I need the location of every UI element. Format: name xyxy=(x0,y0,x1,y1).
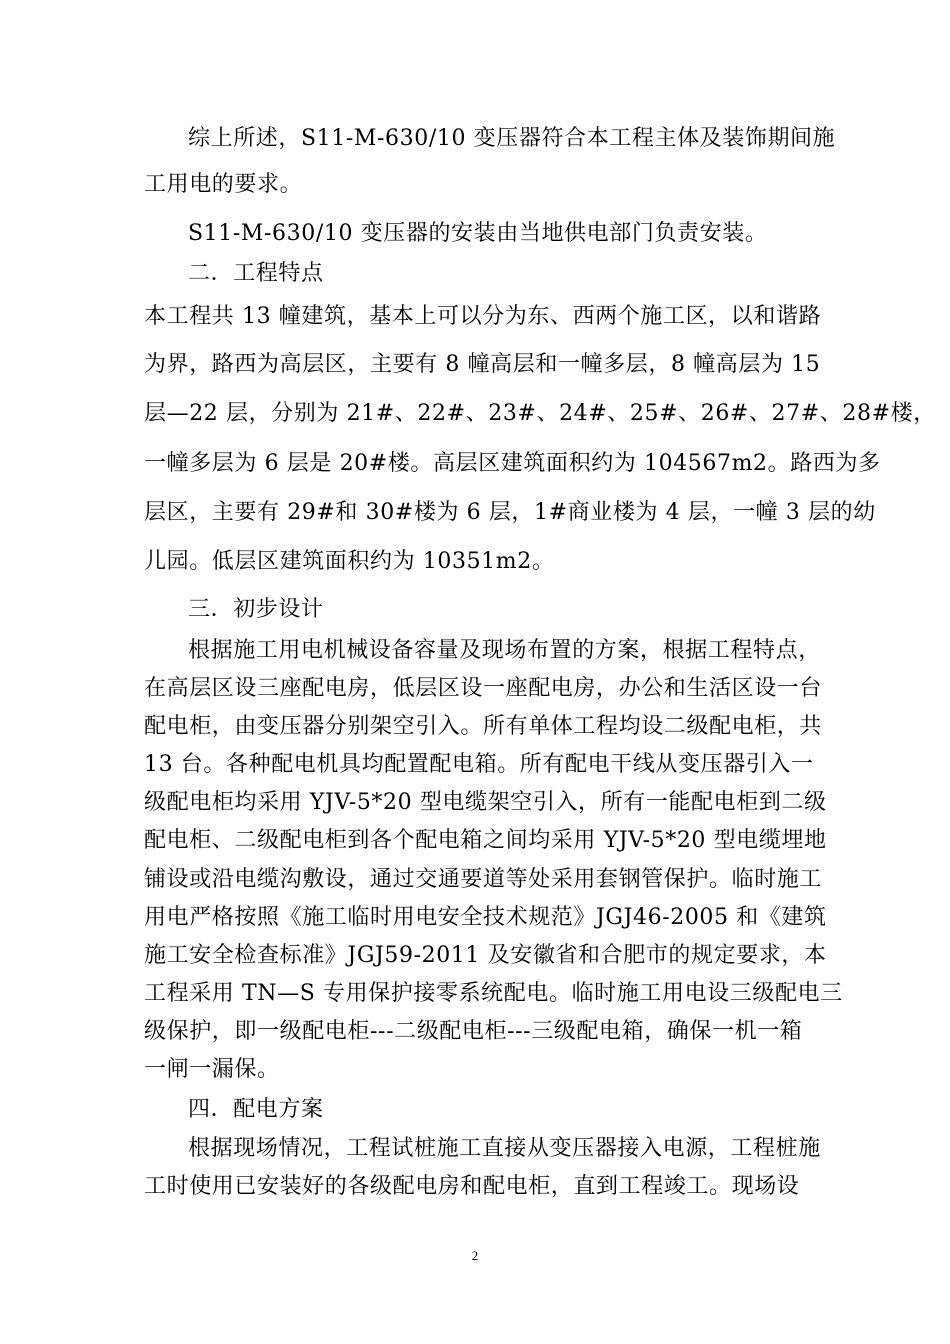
paragraph-line: 工时使用已安装好的各级配电房和配电柜，直到工程竣工。现场设 xyxy=(144,1174,800,1199)
paragraph-line: 配电柜，由变压器分别架空引入。所有单体工程均设二级配电柜，共 xyxy=(144,714,823,739)
paragraph-line: 综上所述，S11-M-630/10 变压器符合本工程主体及装饰期间施 xyxy=(188,126,836,151)
paragraph-line: 铺设或沿电缆沟敷设，通过交通要道等处采用套钢管保护。临时施工 xyxy=(144,867,823,892)
paragraph-line: 级保护，即一级配电柜---二级配电柜---三级配电箱，确保一机一箱 xyxy=(144,1019,803,1044)
section-heading: 三．初步设计 xyxy=(188,597,324,622)
paragraph-line: 工程采用 TN—S 专用保护接零系统配电。临时施工用电设三级配电三 xyxy=(144,981,843,1006)
paragraph-line: 用电严格按照《施工临时用电安全技术规范》JGJ46-2005 和《建筑 xyxy=(144,905,827,930)
paragraph-line: 施工安全检查标准》JGJ59-2011 及安徽省和合肥市的规定要求，本 xyxy=(144,943,827,968)
paragraph-line: 级配电柜均采用 YJV-5*20 型电缆架空引入，所有一能配电柜到二级 xyxy=(144,790,827,815)
paragraph-line: 13 台。各种配电机具均配置配电箱。所有配电干线从变压器引入一 xyxy=(144,752,814,777)
section-heading: 四．配电方案 xyxy=(188,1097,324,1122)
paragraph-line: 儿园。低层区建筑面积约为 10351m2。 xyxy=(144,549,555,574)
paragraph-line: 为界，路西为高层区，主要有 8 幢高层和一幢多层，8 幢高层为 15 xyxy=(144,352,821,377)
paragraph-line: 在高层区设三座配电房，低层区设一座配电房，办公和生活区设一台 xyxy=(144,676,823,701)
paragraph-line: 根据施工用电机械设备容量及现场布置的方案，根据工程特点， xyxy=(188,638,821,663)
paragraph-line: 本工程共 13 幢建筑，基本上可以分为东、西两个施工区，以和谐路 xyxy=(144,304,822,329)
paragraph-line: 根据现场情况，工程试桩施工直接从变压器接入电源，工程桩施 xyxy=(188,1136,821,1161)
paragraph-line: 工用电的要求。 xyxy=(144,172,303,197)
paragraph-line: 配电柜、二级配电柜到各个配电箱之间均采用 YJV-5*20 型电缆埋地 xyxy=(144,828,827,853)
paragraph-line: 层区，主要有 29#和 30#楼为 6 层，1#商业楼为 4 层，一幢 3 层的幼 xyxy=(144,500,876,525)
section-heading: 二．工程特点 xyxy=(188,261,324,286)
page-number: 2 xyxy=(471,1248,479,1263)
paragraph-line: 一幢多层为 6 层是 20#楼。高层区建筑面积约为 104567m2。路西为多 xyxy=(144,451,881,476)
paragraph-line: 层—22 层，分别为 21#、22#、23#、24#、25#、26#、27#、28#楼， xyxy=(144,401,936,426)
paragraph-line: 一闸一漏保。 xyxy=(144,1057,280,1082)
paragraph-line: S11-M-630/10 变压器的安装由当地供电部门负责安装。 xyxy=(188,221,768,246)
